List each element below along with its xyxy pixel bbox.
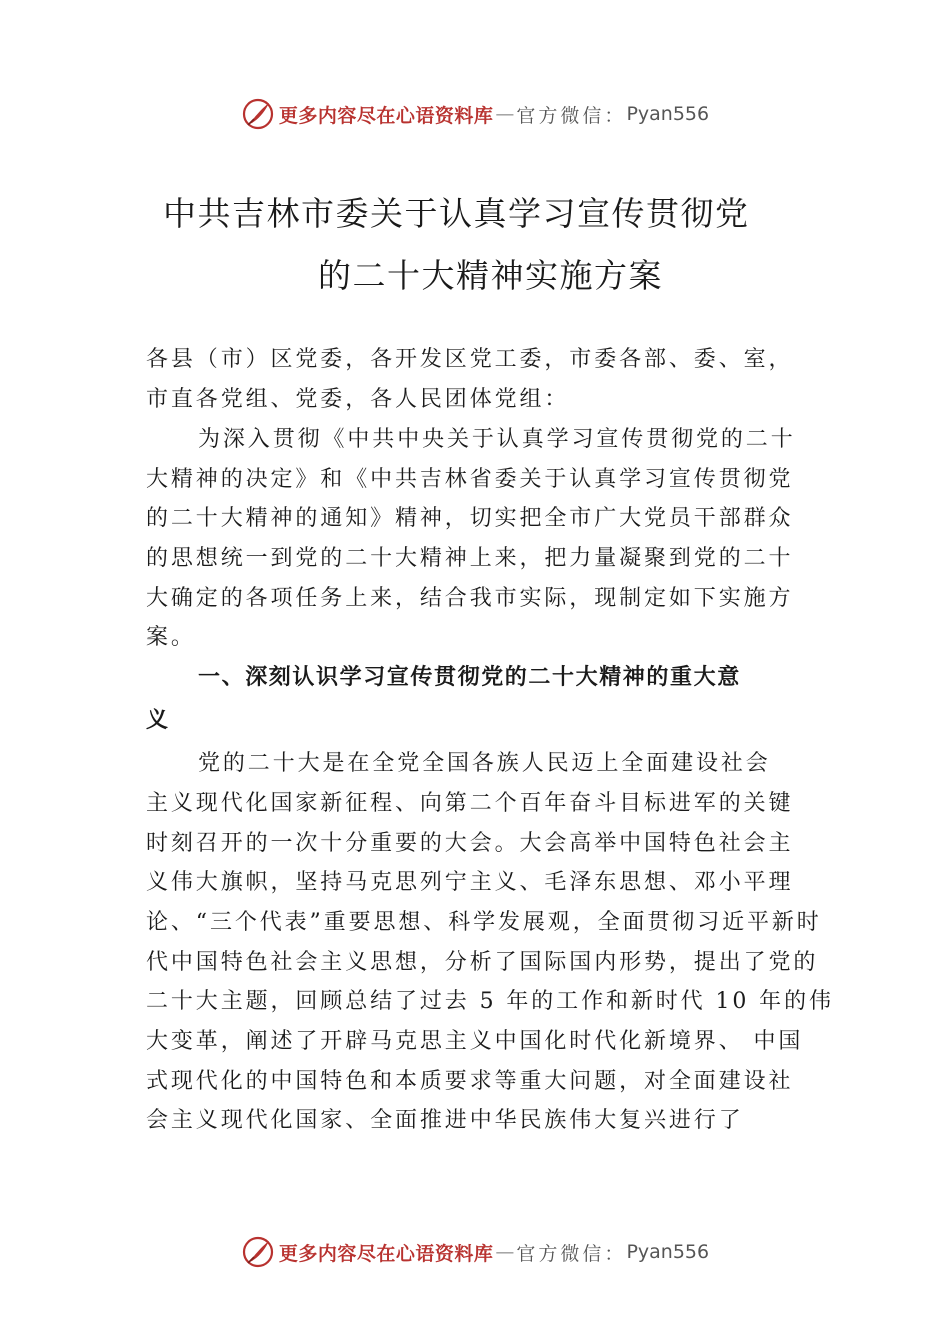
paragraph-line: 的思想统一到党的二十大精神上来，把力量凝聚到党的二十 [146,546,794,571]
paragraph-line: 二十大主题，回顾总结了过去 5 年的工作和新时代 10 年的伟 [146,989,834,1014]
watermark-footer [0,1232,950,1272]
watermark-label: 官方微信： [516,1242,627,1265]
paragraph-line: 时刻召开的一次十分重要的大会。大会高举中国特色社会主 [146,831,794,856]
watermark-account: Pyan556 [626,1241,710,1263]
addressee-line-2: 市直各党组、党委，各人民团体党组： [146,387,570,412]
paragraph-line: 为深入贯彻《中共中央关于认真学习宣传贯彻党的二十 [198,427,796,452]
paragraph-line: 论、“三个代表”重要思想、科学发展观，全面贯彻习近平新时 [146,910,822,935]
section-heading-line-1: 一、深刻认识学习宣传贯彻党的二十大精神的重大意 [198,665,741,690]
feather-pen-logo-icon [241,1235,275,1269]
document-title-line-2: 的二十大精神实施方案 [318,256,663,295]
addressee-line-1: 各县（市）区党委，各开发区党工委，市委各部、委、室， [146,347,794,372]
watermark-brand: 更多内容尽在心语资料库 [278,1242,494,1265]
watermark-dash: — [495,1241,515,1263]
watermark-label: 官方微信： [516,104,627,127]
watermark-dash: — [495,103,515,125]
paragraph-line: 义伟大旗帜，坚持马克思列宁主义、毛泽东思想、邓小平理 [146,870,794,895]
paragraph-line: 的二十大精神的通知》精神，切实把全市广大党员干部群众 [146,506,794,531]
watermark-brand: 更多内容尽在心语资料库 [278,104,494,127]
document-title-line-1: 中共吉林市委关于认真学习宣传贯彻党 [163,194,750,233]
section-heading-line-2: 义 [146,708,170,733]
paragraph-line: 大精神的决定》和《中共吉林省委关于认真学习宣传贯彻党 [146,467,794,492]
paragraph-line: 大变革，阐述了开辟马克思主义中国化时代化新境界、 中国 [146,1029,804,1054]
paragraph-line: 案。 [146,625,196,650]
watermark-header [0,94,950,134]
paragraph-line: 主义现代化国家新征程、向第二个百年奋斗目标进军的关键 [146,791,794,816]
paragraph-line: 代中国特色社会主义思想，分析了国际国内形势，提出了党的 [146,950,819,975]
paragraph-line: 党的二十大是在全党全国各族人民迈上全面建设社会 [198,751,771,776]
feather-pen-logo-icon [241,97,275,131]
paragraph-line: 大确定的各项任务上来，结合我市实际，现制定如下实施方 [146,586,794,611]
paragraph-line: 式现代化的中国特色和本质要求等重大问题，对全面建设社 [146,1069,794,1094]
watermark-account: Pyan556 [626,103,710,125]
paragraph-line: 会主义现代化国家、全面推进中华民族伟大复兴进行了 [146,1108,744,1133]
